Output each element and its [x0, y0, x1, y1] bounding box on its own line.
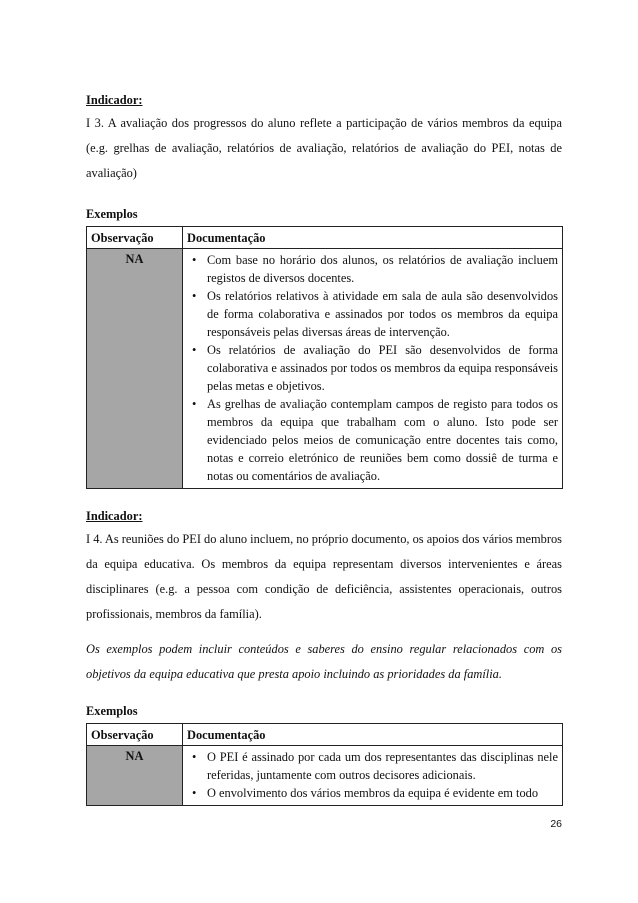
page-content [86, 92, 562, 806]
indicator-heading-i3: Indicador: [86, 93, 143, 107]
list-item: • O envolvimento dos vários membros da equipa é evidente em todo [187, 784, 558, 802]
documentation-cell [183, 746, 563, 806]
table-row [87, 249, 563, 489]
documentation-list [187, 748, 558, 802]
table-row [87, 746, 563, 806]
examples-heading-i3: Exemplos [86, 207, 138, 221]
observation-cell: NA [87, 746, 183, 806]
documentation-cell [183, 249, 563, 489]
observation-cell: NA [87, 249, 183, 489]
indicator-heading-i4: Indicador: [86, 509, 143, 523]
list-item: • Com base no horário dos alunos, os relatórios de avaliação incluem registos de diversos docentes. [187, 251, 558, 287]
indicator-text-i4: I 4. As reuniões do PEI do aluno incluem, no próprio documento, os apoios dos vários membros da equipa educativa. Os membros da equipa representam diversos intervenientes e áreas disciplinares (e.g. a pessoa com condição de deficiência, assistentes operacionais, outros profissionais, membros da família). [86, 532, 562, 621]
observation-header: Observação [87, 724, 183, 746]
table-header-row [87, 724, 563, 746]
documentation-header: Documentação [183, 724, 563, 746]
page-number: 26 [550, 818, 562, 830]
examples-table-i3 [86, 226, 563, 489]
examples-heading-i4: Exemplos [86, 704, 138, 718]
documentation-list [187, 251, 558, 485]
list-item: • Os relatórios relativos à atividade em sala de aula são desenvolvidos de forma colaborativa e assinados por todos os membros da equipa responsáveis pelas diversas áreas de intervenção. [187, 287, 558, 341]
table-header-row [87, 227, 563, 249]
list-item: • Os relatórios de avaliação do PEI são desenvolvidos de forma colaborativa e assinados por todos os membros da equipa responsáveis pelas metas e objetivos. [187, 341, 558, 395]
list-item: • O PEI é assinado por cada um dos representantes das disciplinas nele referidas, juntamente com outros decisores adicionais. [187, 748, 558, 784]
list-item: • As grelhas de avaliação contemplam campos de registo para todos os membros da equipa que trabalham com o aluno. Isto pode ser evidenciado pelos meios de comunicação entre docentes tais como, notas e correio eletrónico de reuniões bem como dossiê de turma e notas ou comentários de avaliação. [187, 395, 558, 485]
indicator-text-i3: I 3. A avaliação dos progressos do aluno reflete a participação de vários membros da equipa (e.g. grelhas de avaliação, relatórios de avaliação, relatórios de avaliação do PEI, notas de avaliação) [86, 116, 562, 180]
documentation-header: Documentação [183, 227, 563, 249]
italic-note: Os exemplos podem incluir conteúdos e saberes do ensino regular relacionados com os objetivos da equipa educativa que presta apoio incluindo as prioridades da família. [86, 642, 562, 681]
observation-header: Observação [87, 227, 183, 249]
examples-table-i4 [86, 723, 563, 806]
